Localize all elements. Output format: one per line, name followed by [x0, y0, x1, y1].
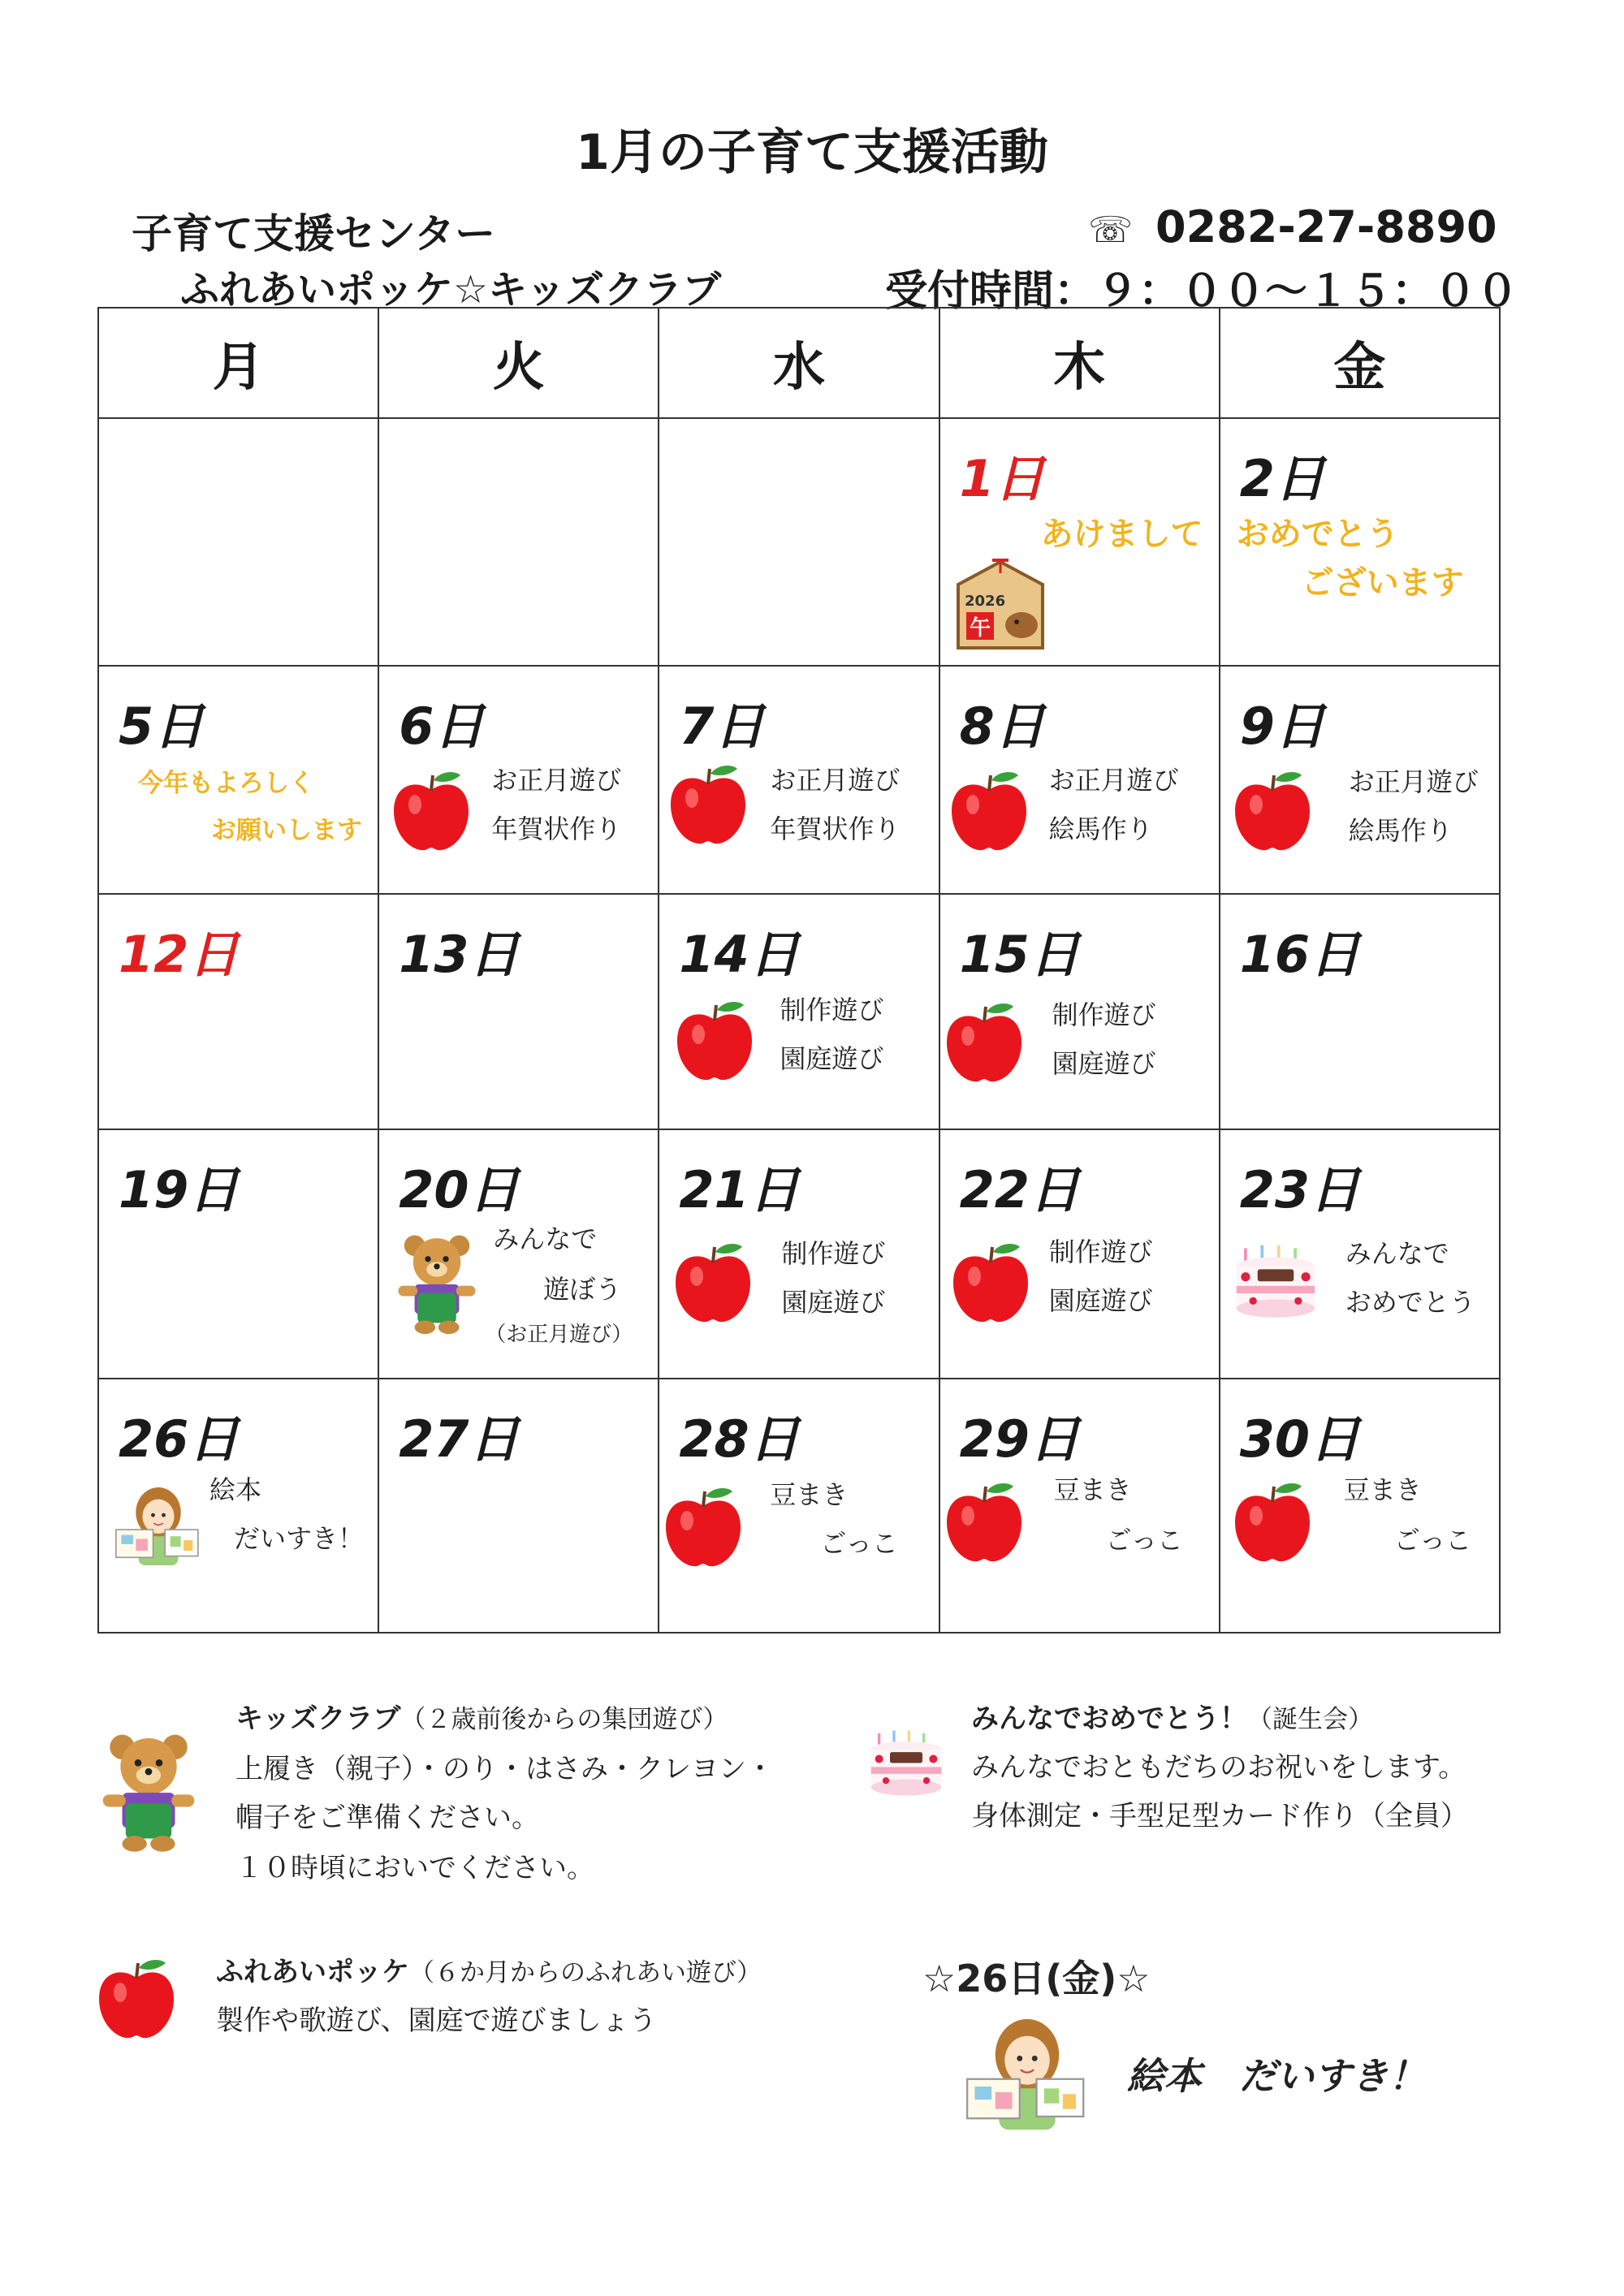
reception-hours: 受付時間：９：００～１５：００: [885, 267, 1519, 316]
legend-birthday-line: みんなでおともだちのお祝いをします。: [971, 1751, 1466, 1784]
calendar-cell: [1220, 418, 1500, 666]
greeting-text: お願いします: [211, 816, 362, 846]
apple-icon: [1232, 769, 1313, 853]
day-number: 13日: [399, 924, 520, 984]
activity-text: 豆まき: [1343, 1474, 1422, 1506]
calendar-cell-empty: [659, 418, 939, 666]
calendar-cell: [1220, 1129, 1500, 1379]
special-event-text: 絵本 だいすき！: [1127, 2054, 1426, 2098]
day-number: 6日: [399, 697, 485, 757]
special-event-date: ☆26日(金)☆: [922, 1957, 1151, 2000]
activity-text: 遊ぼう: [543, 1274, 622, 1306]
activity-text: お正月遊び: [1048, 765, 1179, 796]
activity-text: ごっこ: [1105, 1525, 1183, 1556]
activity-text: お正月遊び: [491, 765, 622, 796]
center-name: 子育て支援センター: [132, 210, 495, 257]
calendar-cell: [939, 1129, 1220, 1379]
day-number: 1日: [959, 449, 1045, 509]
activity-text: お正月遊び: [770, 765, 901, 796]
cake-icon: [1230, 1242, 1321, 1325]
calendar-cell: [98, 1129, 378, 1379]
calendar-cell: [98, 894, 378, 1130]
activity-text: みんなで: [493, 1224, 598, 1255]
calendar-table: [97, 307, 1501, 1634]
apple-icon: [96, 1957, 177, 2041]
day-number: 16日: [1239, 924, 1361, 984]
legend-kids-line: 帽子をご準備ください。: [235, 1802, 539, 1834]
calendar-cell: [378, 1379, 659, 1633]
day-number: 23日: [1239, 1160, 1361, 1220]
apple-icon: [944, 1480, 1025, 1564]
ema-char: 午: [969, 616, 991, 641]
activity-text: だいすき！: [234, 1523, 365, 1555]
day-number: 22日: [959, 1160, 1080, 1220]
calendar-cell: [378, 1129, 659, 1379]
phone-number: [1088, 201, 1497, 252]
page-title: 1月の子育て支援活動: [576, 124, 1048, 181]
day-number: 9日: [1239, 697, 1325, 757]
legend-kids-title: キッズクラブ: [235, 1703, 401, 1735]
calendar-cell: [659, 1379, 939, 1633]
activity-text: おめでとう: [1345, 1287, 1475, 1318]
day-number: 28日: [679, 1409, 800, 1470]
day-number: 20日: [399, 1160, 520, 1220]
reading-girl-icon: [112, 1483, 205, 1569]
greeting-text: 今年もよろしく: [138, 769, 314, 799]
activity-text: 園庭遊び: [1052, 1047, 1156, 1079]
reading-girl-icon: [958, 2013, 1096, 2135]
center-subtitle: ふれあいポッケ☆キッズクラブ: [180, 267, 722, 313]
weekday-header: 火: [378, 308, 659, 418]
activity-text: 園庭遊び: [780, 1042, 884, 1074]
calendar-cell: [1220, 894, 1500, 1130]
activity-text: ごっこ: [1393, 1525, 1472, 1556]
day-number: 7日: [679, 697, 765, 757]
day-number: 21日: [679, 1160, 800, 1220]
day-number: 8日: [959, 697, 1045, 757]
activity-text: 制作遊び: [781, 1238, 886, 1270]
ema-year: 2026: [964, 593, 1005, 611]
apple-icon: [672, 1241, 754, 1325]
legend-pocke-line: 製作や歌遊び、園庭で遊びましょう: [216, 2005, 657, 2037]
activity-text: 絵馬作り: [1348, 815, 1453, 847]
day-number: 14日: [679, 924, 800, 984]
activity-text: 豆まき: [1053, 1474, 1132, 1506]
calendar-cell: [939, 666, 1220, 894]
greeting-text: あけまして: [1040, 516, 1203, 554]
weekday-header: 木: [939, 308, 1220, 418]
calendar-cell: [939, 894, 1220, 1130]
calendar-cell: [939, 1379, 1220, 1633]
day-number: 19日: [119, 1160, 240, 1220]
apple-icon: [674, 999, 755, 1083]
calendar-cell: [659, 1129, 939, 1379]
calendar-cell: [1220, 1379, 1500, 1633]
day-number: 29日: [959, 1409, 1080, 1470]
day-number: 2日: [1239, 449, 1325, 509]
activity-text: お正月遊び: [1348, 766, 1479, 798]
legend-birthday-note: （誕生会）: [1247, 1705, 1373, 1734]
greeting-text: おめでとう: [1236, 516, 1399, 554]
calendar-cell: [939, 418, 1220, 666]
calendar-cell: [378, 666, 659, 894]
weekday-header: 水: [659, 308, 939, 418]
calendar-cell: [378, 894, 659, 1130]
activity-text: 年賀状作り: [491, 814, 622, 845]
apple-icon: [663, 1485, 744, 1569]
calendar-cell-empty: [378, 418, 659, 666]
activity-text: 豆まき: [770, 1479, 849, 1511]
activity-text: 制作遊び: [1048, 1236, 1153, 1268]
apple-icon: [950, 1241, 1031, 1325]
legend-kids-line: 上履き（親子）・のり・はさみ・クレヨン・: [235, 1753, 774, 1785]
bear-icon: [392, 1231, 482, 1335]
ema-icon: [952, 557, 1049, 653]
calendar-cell: [98, 666, 378, 894]
apple-icon: [948, 769, 1030, 853]
apple-icon: [667, 762, 749, 847]
legend-birthday-heading: [971, 1694, 1373, 1745]
activity-text: 制作遊び: [780, 994, 884, 1025]
legend-kids-line: １０時頃においでください。: [235, 1852, 594, 1884]
day-number: 12日: [119, 924, 240, 984]
day-number: 27日: [399, 1409, 520, 1470]
phone-text: 0282-27-8890: [1155, 201, 1497, 252]
legend-birthday-title: みんなでおめでとう！: [971, 1703, 1247, 1735]
phone-icon: ☏: [1088, 209, 1134, 251]
activity-text: みんなで: [1345, 1238, 1449, 1270]
activity-text: ごっこ: [820, 1528, 898, 1560]
weekday-header: 金: [1220, 308, 1500, 418]
activity-text: 園庭遊び: [781, 1287, 886, 1318]
apple-icon: [391, 769, 472, 853]
calendar-cell: [659, 666, 939, 894]
legend-kids-note: （２歳前後からの集団遊び）: [400, 1705, 728, 1734]
apple-icon: [1232, 1480, 1313, 1564]
legend-kids-heading: [235, 1694, 728, 1745]
calendar-cell: [1220, 666, 1500, 894]
greeting-text: ございます: [1301, 564, 1464, 602]
day-number: 30日: [1239, 1409, 1361, 1470]
calendar-cell-empty: [98, 418, 378, 666]
day-number: 26日: [119, 1409, 240, 1470]
weekday-header: 月: [98, 308, 378, 418]
calendar-cell: [659, 894, 939, 1130]
cake-icon: [866, 1724, 947, 1806]
day-number: 15日: [959, 924, 1080, 984]
legend-pocke-heading: [216, 1947, 762, 1998]
activity-text: 園庭遊び: [1048, 1285, 1153, 1317]
activity-text: 制作遊び: [1052, 999, 1156, 1030]
activity-note: （お正月遊び）: [485, 1323, 633, 1348]
legend-pocke-note: （６か月からのふれあい遊び）: [409, 1958, 762, 1987]
activity-text: 年賀状作り: [770, 814, 901, 845]
calendar-cell: [98, 1379, 378, 1633]
legend-birthday-line: 身体測定・手型足型カード作り（全員）: [971, 1800, 1468, 1832]
legend-pocke-title: ふれあいポッケ: [216, 1956, 409, 1988]
activity-text: 絵本: [209, 1474, 262, 1506]
bear-icon: [96, 1729, 201, 1853]
apple-icon: [944, 1000, 1025, 1085]
day-number: 5日: [119, 697, 205, 757]
activity-text: 絵馬作り: [1048, 814, 1153, 845]
